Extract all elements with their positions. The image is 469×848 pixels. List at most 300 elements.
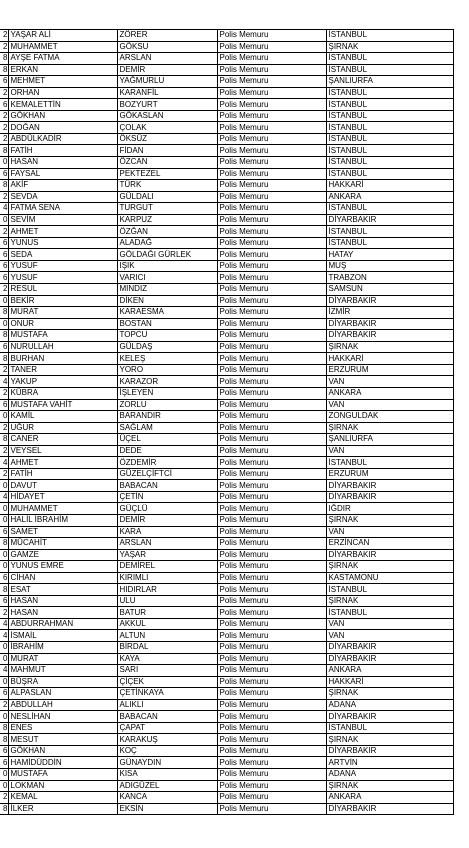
title-cell: Polis Memuru bbox=[217, 353, 326, 365]
city-cell: ERZİNCAN bbox=[326, 538, 453, 550]
table-row bbox=[0, 87, 453, 99]
title-cell: Polis Memuru bbox=[217, 676, 326, 688]
city-cell: ARTVİN bbox=[326, 757, 453, 769]
title-cell: Polis Memuru bbox=[217, 30, 326, 42]
title-cell: Polis Memuru bbox=[217, 607, 326, 619]
title-cell: Polis Memuru bbox=[217, 757, 326, 769]
table-row bbox=[0, 30, 453, 42]
title-cell: Polis Memuru bbox=[217, 260, 326, 272]
id-cell: 0 bbox=[0, 561, 8, 573]
surname-cell: ZORLU bbox=[117, 399, 217, 411]
title-cell: Polis Memuru bbox=[217, 526, 326, 538]
table-row bbox=[0, 561, 453, 573]
title-cell: Polis Memuru bbox=[217, 699, 326, 711]
city-cell: ŞIRNAK bbox=[326, 780, 453, 792]
id-cell: 2 bbox=[0, 284, 8, 296]
id-cell: 2 bbox=[0, 30, 8, 42]
surname-cell: KARAESMA bbox=[117, 307, 217, 319]
first-name-cell: GAMZE bbox=[8, 549, 117, 561]
title-cell: Polis Memuru bbox=[217, 376, 326, 388]
surname-cell: TURGUT bbox=[117, 203, 217, 215]
title-cell: Polis Memuru bbox=[217, 503, 326, 515]
table-row bbox=[0, 526, 453, 538]
table-row bbox=[0, 734, 453, 746]
surname-cell: GÜLDAŞ bbox=[117, 341, 217, 353]
table-row bbox=[0, 191, 453, 203]
title-cell: Polis Memuru bbox=[217, 722, 326, 734]
id-cell: 0 bbox=[0, 411, 8, 423]
surname-cell: AKKUL bbox=[117, 618, 217, 630]
table-row bbox=[0, 353, 453, 365]
table-row bbox=[0, 538, 453, 550]
id-cell: 8 bbox=[0, 538, 8, 550]
id-cell: 8 bbox=[0, 307, 8, 319]
first-name-cell: YAKUP bbox=[8, 376, 117, 388]
first-name-cell: İBRAHİM bbox=[8, 641, 117, 653]
first-name-cell: NURULLAH bbox=[8, 341, 117, 353]
id-cell: 2 bbox=[0, 364, 8, 376]
first-name-cell: VEYSEL bbox=[8, 445, 117, 457]
city-cell: İSTANBUL bbox=[326, 64, 453, 76]
first-name-cell: DAVUT bbox=[8, 480, 117, 492]
city-cell: İSTANBUL bbox=[326, 157, 453, 169]
surname-cell: ÇİÇEK bbox=[117, 676, 217, 688]
id-cell: 4 bbox=[0, 457, 8, 469]
city-cell: ŞIRNAK bbox=[326, 595, 453, 607]
id-cell: 8 bbox=[0, 722, 8, 734]
id-cell: 2 bbox=[0, 110, 8, 122]
table-row bbox=[0, 249, 453, 261]
first-name-cell: MUSTAFA bbox=[8, 769, 117, 781]
city-cell: ŞIRNAK bbox=[326, 734, 453, 746]
surname-cell: ÖZĞAN bbox=[117, 226, 217, 238]
table-row bbox=[0, 387, 453, 399]
table-row bbox=[0, 53, 453, 65]
surname-cell: ALIKLI bbox=[117, 699, 217, 711]
surname-cell: İŞLEYEN bbox=[117, 387, 217, 399]
city-cell: DİYARBAKIR bbox=[326, 549, 453, 561]
first-name-cell: SEVDA bbox=[8, 191, 117, 203]
id-cell: 6 bbox=[0, 399, 8, 411]
table-row bbox=[0, 399, 453, 411]
city-cell: ŞIRNAK bbox=[326, 514, 453, 526]
id-cell: 0 bbox=[0, 214, 8, 226]
surname-cell: VARICI bbox=[117, 272, 217, 284]
id-cell: 0 bbox=[0, 641, 8, 653]
surname-cell: KARPUZ bbox=[117, 214, 217, 226]
table-row bbox=[0, 549, 453, 561]
table-row bbox=[0, 341, 453, 353]
table-row bbox=[0, 457, 453, 469]
city-cell: İSTANBUL bbox=[326, 110, 453, 122]
first-name-cell: RESUL bbox=[8, 284, 117, 296]
table-row bbox=[0, 792, 453, 804]
surname-cell: GÜLDALI bbox=[117, 191, 217, 203]
surname-cell: KELEŞ bbox=[117, 353, 217, 365]
table-row bbox=[0, 260, 453, 272]
table-row bbox=[0, 769, 453, 781]
surname-cell: ALTUN bbox=[117, 630, 217, 642]
title-cell: Polis Memuru bbox=[217, 99, 326, 111]
title-cell: Polis Memuru bbox=[217, 549, 326, 561]
title-cell: Polis Memuru bbox=[217, 330, 326, 342]
id-cell: 2 bbox=[0, 87, 8, 99]
first-name-cell: HASAN bbox=[8, 595, 117, 607]
city-cell: ADANA bbox=[326, 769, 453, 781]
city-cell: ŞIRNAK bbox=[326, 688, 453, 700]
title-cell: Polis Memuru bbox=[217, 387, 326, 399]
first-name-cell: SAMET bbox=[8, 526, 117, 538]
first-name-cell: YAŞAR ALİ bbox=[8, 30, 117, 42]
id-cell: 8 bbox=[0, 330, 8, 342]
id-cell: 2 bbox=[0, 792, 8, 804]
id-cell: 0 bbox=[0, 157, 8, 169]
surname-cell: ÖZDEMİR bbox=[117, 457, 217, 469]
surname-cell: ÇETİN bbox=[117, 491, 217, 503]
first-name-cell: YUSUF bbox=[8, 272, 117, 284]
table-row bbox=[0, 376, 453, 388]
id-cell: 8 bbox=[0, 434, 8, 446]
first-name-cell: HASAN bbox=[8, 157, 117, 169]
surname-cell: KARAZOR bbox=[117, 376, 217, 388]
id-cell: 6 bbox=[0, 595, 8, 607]
id-cell: 4 bbox=[0, 665, 8, 677]
title-cell: Polis Memuru bbox=[217, 399, 326, 411]
table-row bbox=[0, 226, 453, 238]
id-cell: 2 bbox=[0, 387, 8, 399]
city-cell: HAKKARİ bbox=[326, 353, 453, 365]
first-name-cell: SEVİM bbox=[8, 214, 117, 226]
id-cell: 4 bbox=[0, 376, 8, 388]
first-name-cell: FATİH bbox=[8, 145, 117, 157]
city-cell: ANKARA bbox=[326, 665, 453, 677]
first-name-cell: MÜCAHİT bbox=[8, 538, 117, 550]
table-row bbox=[0, 76, 453, 88]
id-cell: 8 bbox=[0, 803, 8, 815]
surname-cell: DEMİREL bbox=[117, 561, 217, 573]
city-cell: VAN bbox=[326, 445, 453, 457]
surname-cell: YAŞAR bbox=[117, 549, 217, 561]
personnel-list-sheet bbox=[0, 29, 453, 815]
id-cell: 0 bbox=[0, 514, 8, 526]
table-row bbox=[0, 641, 453, 653]
title-cell: Polis Memuru bbox=[217, 41, 326, 53]
title-cell: Polis Memuru bbox=[217, 110, 326, 122]
id-cell: 6 bbox=[0, 99, 8, 111]
surname-cell: ULU bbox=[117, 595, 217, 607]
table-row bbox=[0, 214, 453, 226]
id-cell: 2 bbox=[0, 41, 8, 53]
city-cell: VAN bbox=[326, 526, 453, 538]
surname-cell: FİDAN bbox=[117, 145, 217, 157]
surname-cell: GÜNAYDIN bbox=[117, 757, 217, 769]
table-row bbox=[0, 411, 453, 423]
table-row bbox=[0, 711, 453, 723]
table-row bbox=[0, 745, 453, 757]
first-name-cell: AHMET bbox=[8, 457, 117, 469]
city-cell: DİYARBAKIR bbox=[326, 330, 453, 342]
id-cell: 4 bbox=[0, 491, 8, 503]
first-name-cell: MUHAMMET bbox=[8, 41, 117, 53]
first-name-cell: DOĞAN bbox=[8, 122, 117, 134]
first-name-cell: ENES bbox=[8, 722, 117, 734]
id-cell: 0 bbox=[0, 549, 8, 561]
title-cell: Polis Memuru bbox=[217, 780, 326, 792]
title-cell: Polis Memuru bbox=[217, 64, 326, 76]
first-name-cell: AKİF bbox=[8, 180, 117, 192]
surname-cell: KAYA bbox=[117, 653, 217, 665]
table-row bbox=[0, 122, 453, 134]
title-cell: Polis Memuru bbox=[217, 180, 326, 192]
first-name-cell: MEHMET bbox=[8, 76, 117, 88]
id-cell: 4 bbox=[0, 203, 8, 215]
first-name-cell: GÖKHAN bbox=[8, 110, 117, 122]
city-cell: VAN bbox=[326, 618, 453, 630]
first-name-cell: TANER bbox=[8, 364, 117, 376]
table-row bbox=[0, 41, 453, 53]
title-cell: Polis Memuru bbox=[217, 514, 326, 526]
title-cell: Polis Memuru bbox=[217, 584, 326, 596]
title-cell: Polis Memuru bbox=[217, 561, 326, 573]
id-cell: 2 bbox=[0, 422, 8, 434]
surname-cell: BABACAN bbox=[117, 480, 217, 492]
id-cell: 2 bbox=[0, 607, 8, 619]
surname-cell: SAĞLAM bbox=[117, 422, 217, 434]
title-cell: Polis Memuru bbox=[217, 480, 326, 492]
surname-cell: ALADAĞ bbox=[117, 237, 217, 249]
city-cell: DİYARBAKIR bbox=[326, 711, 453, 723]
table-row bbox=[0, 665, 453, 677]
table-row bbox=[0, 607, 453, 619]
title-cell: Polis Memuru bbox=[217, 157, 326, 169]
surname-cell: ADIGÜZEL bbox=[117, 780, 217, 792]
first-name-cell: ALPASLAN bbox=[8, 688, 117, 700]
id-cell: 8 bbox=[0, 64, 8, 76]
surname-cell: DEDE bbox=[117, 445, 217, 457]
table-row bbox=[0, 203, 453, 215]
title-cell: Polis Memuru bbox=[217, 53, 326, 65]
title-cell: Polis Memuru bbox=[217, 76, 326, 88]
table-row bbox=[0, 434, 453, 446]
first-name-cell: BÜŞRA bbox=[8, 676, 117, 688]
first-name-cell: KEMAL bbox=[8, 792, 117, 804]
title-cell: Polis Memuru bbox=[217, 145, 326, 157]
surname-cell: ÖZCAN bbox=[117, 157, 217, 169]
title-cell: Polis Memuru bbox=[217, 434, 326, 446]
city-cell: DİYARBAKIR bbox=[326, 295, 453, 307]
id-cell: 2 bbox=[0, 445, 8, 457]
first-name-cell: MESUT bbox=[8, 734, 117, 746]
surname-cell: GÜÇLÜ bbox=[117, 503, 217, 515]
city-cell: DİYARBAKIR bbox=[326, 214, 453, 226]
surname-cell: GÖKASLAN bbox=[117, 110, 217, 122]
id-cell: 6 bbox=[0, 341, 8, 353]
surname-cell: ÇAPAT bbox=[117, 722, 217, 734]
surname-cell: KANCA bbox=[117, 792, 217, 804]
first-name-cell: CANER bbox=[8, 434, 117, 446]
surname-cell: BOZYURT bbox=[117, 99, 217, 111]
table-row bbox=[0, 64, 453, 76]
surname-cell: BATUR bbox=[117, 607, 217, 619]
first-name-cell: MUSTAFA bbox=[8, 330, 117, 342]
first-name-cell: BEKİR bbox=[8, 295, 117, 307]
table-row bbox=[0, 491, 453, 503]
surname-cell: MINDIZ bbox=[117, 284, 217, 296]
table-row bbox=[0, 318, 453, 330]
surname-cell: ARSLAN bbox=[117, 53, 217, 65]
city-cell: DİYARBAKIR bbox=[326, 745, 453, 757]
first-name-cell: FATMA SENA bbox=[8, 203, 117, 215]
table-row bbox=[0, 445, 453, 457]
id-cell: 8 bbox=[0, 53, 8, 65]
title-cell: Polis Memuru bbox=[217, 734, 326, 746]
first-name-cell: ONUR bbox=[8, 318, 117, 330]
city-cell: SAMSUN bbox=[326, 284, 453, 296]
id-cell: 4 bbox=[0, 630, 8, 642]
city-cell: İSTANBUL bbox=[326, 87, 453, 99]
city-cell: İSTANBUL bbox=[326, 168, 453, 180]
table-row bbox=[0, 572, 453, 584]
table-row bbox=[0, 803, 453, 815]
table-row bbox=[0, 503, 453, 515]
first-name-cell: KÜBRA bbox=[8, 387, 117, 399]
title-cell: Polis Memuru bbox=[217, 491, 326, 503]
table-row bbox=[0, 722, 453, 734]
title-cell: Polis Memuru bbox=[217, 792, 326, 804]
id-cell: 8 bbox=[0, 584, 8, 596]
surname-cell: ÜÇEL bbox=[117, 434, 217, 446]
title-cell: Polis Memuru bbox=[217, 122, 326, 134]
title-cell: Polis Memuru bbox=[217, 203, 326, 215]
title-cell: Polis Memuru bbox=[217, 745, 326, 757]
first-name-cell: FAYSAL bbox=[8, 168, 117, 180]
first-name-cell: LOKMAN bbox=[8, 780, 117, 792]
first-name-cell: HİDAYET bbox=[8, 491, 117, 503]
surname-cell: BOSTAN bbox=[117, 318, 217, 330]
first-name-cell: YUNUS EMRE bbox=[8, 561, 117, 573]
id-cell: 6 bbox=[0, 757, 8, 769]
table-row bbox=[0, 422, 453, 434]
surname-cell: KISA bbox=[117, 769, 217, 781]
table-row bbox=[0, 330, 453, 342]
table-row bbox=[0, 676, 453, 688]
city-cell: İSTANBUL bbox=[326, 722, 453, 734]
city-cell: İSTANBUL bbox=[326, 457, 453, 469]
city-cell: İSTANBUL bbox=[326, 203, 453, 215]
table-row bbox=[0, 99, 453, 111]
first-name-cell: ABDURRAHMAN bbox=[8, 618, 117, 630]
title-cell: Polis Memuru bbox=[217, 295, 326, 307]
first-name-cell: ABDULLAH bbox=[8, 699, 117, 711]
city-cell: İSTANBUL bbox=[326, 145, 453, 157]
surname-cell: ÇOLAK bbox=[117, 122, 217, 134]
title-cell: Polis Memuru bbox=[217, 445, 326, 457]
id-cell: 2 bbox=[0, 468, 8, 480]
city-cell: İZMİR bbox=[326, 307, 453, 319]
title-cell: Polis Memuru bbox=[217, 341, 326, 353]
title-cell: Polis Memuru bbox=[217, 468, 326, 480]
first-name-cell: NESLİHAN bbox=[8, 711, 117, 723]
personnel-table-body bbox=[0, 30, 453, 815]
surname-cell: TÜRK bbox=[117, 180, 217, 192]
city-cell: İSTANBUL bbox=[326, 584, 453, 596]
id-cell: 6 bbox=[0, 572, 8, 584]
surname-cell: YAĞMURLU bbox=[117, 76, 217, 88]
table-row bbox=[0, 307, 453, 319]
city-cell: DİYARBAKIR bbox=[326, 318, 453, 330]
table-row bbox=[0, 618, 453, 630]
first-name-cell: KAMİL bbox=[8, 411, 117, 423]
city-cell: İSTANBUL bbox=[326, 99, 453, 111]
city-cell: ERZURUM bbox=[326, 364, 453, 376]
title-cell: Polis Memuru bbox=[217, 237, 326, 249]
first-name-cell: YUNUS bbox=[8, 237, 117, 249]
first-name-cell: YUSUF bbox=[8, 260, 117, 272]
surname-cell: ARSLAN bbox=[117, 538, 217, 550]
city-cell: ŞANLIURFA bbox=[326, 434, 453, 446]
title-cell: Polis Memuru bbox=[217, 630, 326, 642]
title-cell: Polis Memuru bbox=[217, 249, 326, 261]
id-cell: 4 bbox=[0, 618, 8, 630]
city-cell: ANKARA bbox=[326, 387, 453, 399]
id-cell: 6 bbox=[0, 76, 8, 88]
surname-cell: PEKTEZEL bbox=[117, 168, 217, 180]
title-cell: Polis Memuru bbox=[217, 133, 326, 145]
title-cell: Polis Memuru bbox=[217, 226, 326, 238]
first-name-cell: AYŞE FATMA bbox=[8, 53, 117, 65]
title-cell: Polis Memuru bbox=[217, 457, 326, 469]
city-cell: İSTANBUL bbox=[326, 226, 453, 238]
city-cell: ANKARA bbox=[326, 191, 453, 203]
id-cell: 0 bbox=[0, 480, 8, 492]
table-row bbox=[0, 584, 453, 596]
title-cell: Polis Memuru bbox=[217, 411, 326, 423]
city-cell: TRABZON bbox=[326, 272, 453, 284]
id-cell: 2 bbox=[0, 133, 8, 145]
table-row bbox=[0, 688, 453, 700]
id-cell: 6 bbox=[0, 249, 8, 261]
surname-cell: KOÇ bbox=[117, 745, 217, 757]
id-cell: 2 bbox=[0, 699, 8, 711]
first-name-cell: İSMAİL bbox=[8, 630, 117, 642]
city-cell: ADANA bbox=[326, 699, 453, 711]
surname-cell: BABACAN bbox=[117, 711, 217, 723]
table-row bbox=[0, 145, 453, 157]
id-cell: 6 bbox=[0, 168, 8, 180]
first-name-cell: MAHMUT bbox=[8, 665, 117, 677]
city-cell: IĞDIR bbox=[326, 503, 453, 515]
surname-cell: IŞIK bbox=[117, 260, 217, 272]
id-cell: 2 bbox=[0, 226, 8, 238]
table-row bbox=[0, 468, 453, 480]
city-cell: HATAY bbox=[326, 249, 453, 261]
table-row bbox=[0, 157, 453, 169]
table-row bbox=[0, 272, 453, 284]
first-name-cell: HALİL İBRAHİM bbox=[8, 514, 117, 526]
title-cell: Polis Memuru bbox=[217, 711, 326, 723]
id-cell: 6 bbox=[0, 526, 8, 538]
title-cell: Polis Memuru bbox=[217, 214, 326, 226]
surname-cell: KIRIMLI bbox=[117, 572, 217, 584]
city-cell: DİYARBAKIR bbox=[326, 491, 453, 503]
table-row bbox=[0, 514, 453, 526]
id-cell: 2 bbox=[0, 122, 8, 134]
city-cell: DİYARBAKIR bbox=[326, 653, 453, 665]
city-cell: İSTANBUL bbox=[326, 237, 453, 249]
surname-cell: GÜZELÇİFTCİ bbox=[117, 468, 217, 480]
id-cell: 0 bbox=[0, 780, 8, 792]
city-cell: VAN bbox=[326, 630, 453, 642]
